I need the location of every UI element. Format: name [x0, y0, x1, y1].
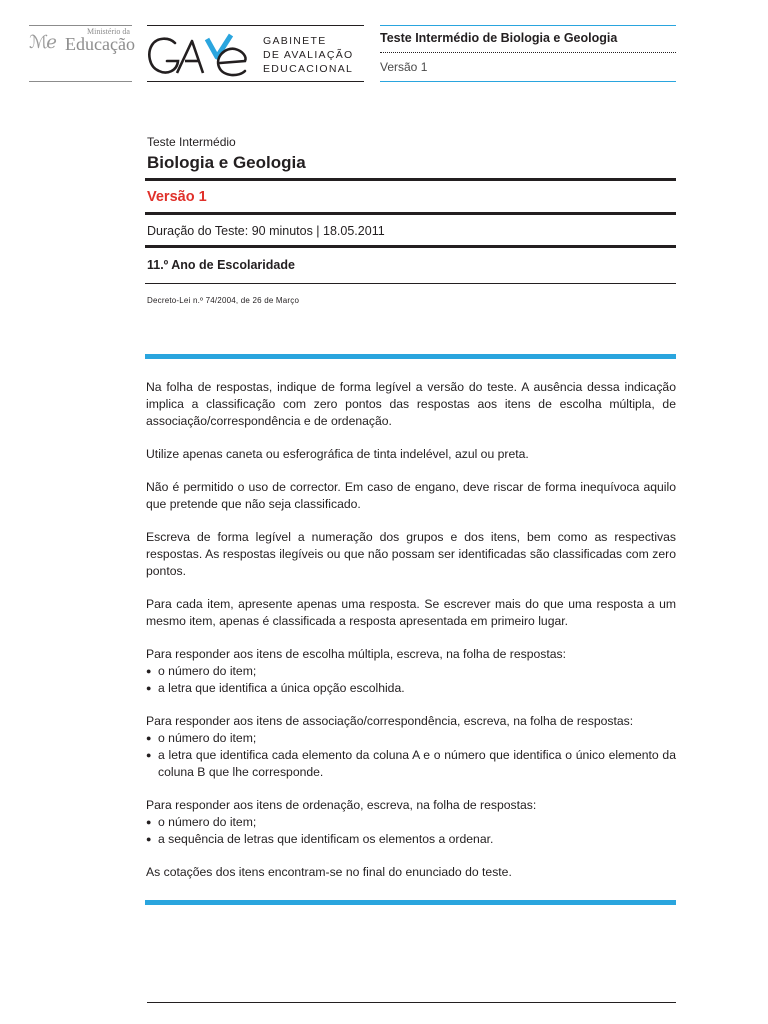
cover-subtitle: Teste Intermédio — [147, 135, 236, 149]
footer-rule — [147, 1002, 676, 1003]
instructions — [146, 379, 676, 897]
page-title: Biologia e Geologia — [147, 153, 306, 172]
ministry-name: Educação — [65, 34, 135, 54]
instruction-paragraph: Escreva de forma legível a numeração dos grupos e dos itens, bem como as respectivas respostas. As respostas ilegíveis ou que não possam ser identificadas são classificadas com zero pontos. — [146, 530, 676, 578]
association-lead: Para responder aos itens de associação/correspondência, escreva, na folha de respostas: — [146, 714, 634, 728]
header-dotted-separator — [380, 52, 676, 53]
list-item: ● o número do item; — [146, 663, 676, 680]
instruction-paragraph: Na folha de respostas, indique de forma legível a versão do teste. A ausência dessa indicação implica a classificação com zero pontos das respostas aos itens de escolha múltipla, de associação/correspondência e de ordenação. — [146, 380, 676, 428]
agency-line-3: EDUCACIONAL — [263, 63, 354, 75]
header-version: Versão 1 — [380, 60, 428, 74]
school-year: 11.º Ano de Escolaridade — [147, 258, 295, 272]
instruction-paragraph: Não é permitido o uso de corrector. Em caso de engano, deve riscar de forma inequívoca aquilo que pretende que não seja classificado. — [146, 480, 676, 511]
list-item: ● o número do item; — [146, 814, 676, 831]
ministry-small-label: Ministério da — [87, 27, 130, 36]
multiple-choice-lead: Para responder aos itens de escolha múltipla, escreva, na folha de respostas: — [146, 647, 567, 661]
list-item: ● o número do item; — [146, 730, 676, 747]
list-item: ● a letra que identifica a única opção escolhida. — [146, 680, 676, 697]
ministry-top-rule — [29, 25, 132, 26]
header-test-title: Teste Intermédio de Biologia e Geologia — [380, 31, 618, 45]
test-duration: Duração do Teste: 90 minutos | 18.05.2011 — [147, 224, 385, 238]
association-list — [146, 730, 676, 781]
decree-reference: Decreto-Lei n.º 74/2004, de 26 de Março — [147, 296, 300, 305]
version-label: Versão 1 — [147, 189, 207, 205]
list-item: ● a letra que identifica cada elemento da coluna A e o número que identifica o único elemento da coluna B que lhe corresponde. — [146, 747, 676, 781]
ministry-bottom-rule — [29, 81, 132, 82]
ministry-emblem-icon: ℳℯ — [29, 32, 55, 53]
agency-bottom-rule — [147, 81, 364, 82]
version-rule — [145, 212, 676, 215]
header-bottom-blue-rule — [380, 81, 676, 82]
instructions-bottom-bar — [145, 900, 676, 905]
agency-top-rule — [147, 25, 364, 26]
multiple-choice-list — [146, 663, 676, 697]
header-top-blue-rule — [380, 25, 676, 26]
agency-line-1: GABINETE — [263, 35, 327, 47]
gave-logo-icon — [147, 33, 251, 79]
title-rule — [145, 178, 676, 181]
instruction-paragraph: As cotações dos itens encontram-se no final do enunciado do teste. — [146, 865, 512, 879]
duration-rule — [145, 245, 676, 248]
instruction-paragraph: Utilize apenas caneta ou esferográfica de tinta indelével, azul ou preta. — [146, 447, 529, 461]
year-rule — [145, 283, 676, 284]
instruction-paragraph: Para cada item, apresente apenas uma resposta. Se escrever mais do que uma resposta a um mesmo item, apenas é classificada a resposta apresentada em primeiro lugar. — [146, 597, 676, 628]
list-item: ● a sequência de letras que identificam os elementos a ordenar. — [146, 831, 676, 848]
instructions-top-bar — [145, 354, 676, 359]
ordering-list — [146, 814, 676, 848]
agency-line-2: DE AVALIAÇÃO — [263, 49, 354, 61]
ordering-lead: Para responder aos itens de ordenação, escreva, na folha de respostas: — [146, 798, 537, 812]
ministry-logo — [29, 27, 135, 57]
